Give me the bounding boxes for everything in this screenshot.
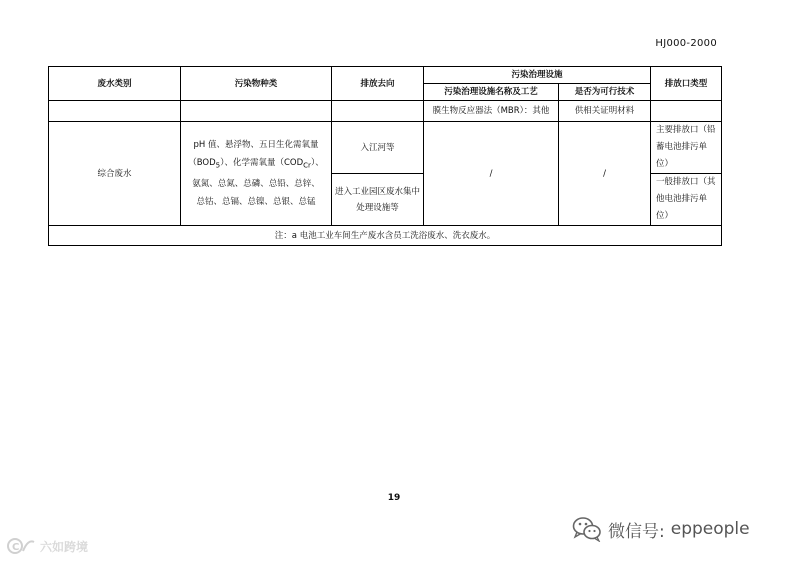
- cell-empty: [181, 101, 332, 122]
- page-number: 19: [387, 493, 401, 503]
- cell-empty: [651, 101, 722, 122]
- cod-subscript: Cr: [303, 160, 311, 170]
- col-header-category: 废水类别: [49, 67, 181, 101]
- table-row-wastewater: [49, 122, 722, 174]
- cell-outlet-general: 一般排放口（其他电池排污单位）: [651, 174, 722, 226]
- cell-feasible: 供相关证明材料: [559, 101, 651, 122]
- cell-facility-name: 膜生物反应器法（MBR）：其他: [424, 101, 559, 122]
- brand-watermark: [6, 535, 88, 557]
- continuation-row: [49, 101, 722, 122]
- col-header-destination: 排放去向: [332, 67, 424, 101]
- note-row: [49, 226, 722, 246]
- pollutants-cod-close: ）、: [310, 158, 324, 169]
- pollutants-line-1: pH 值、悬浮物、五日生化需氧量: [193, 140, 319, 151]
- col-header-facility-name: 污染治理设施名称及工艺: [424, 84, 559, 101]
- brand-logo-icon: [6, 536, 36, 556]
- pollutants-bod: （BOD: [188, 158, 216, 169]
- bod-subscript: 5: [215, 160, 221, 170]
- cell-pollutants: [181, 122, 332, 226]
- document-code: HJ000-2000: [655, 38, 717, 49]
- standards-table: [48, 66, 722, 246]
- cell-destination-park: 进入工业园区废水集中处理设施等: [332, 174, 424, 226]
- pollutants-cod: ）、化学需氧量（COD: [220, 158, 304, 169]
- svg-text:C: C: [12, 542, 20, 553]
- col-header-facility-group: 污染治理设施: [424, 67, 651, 84]
- cell-empty: [49, 101, 181, 122]
- cell-outlet-main: 主要排放口（铅蓄电池排污单位）: [651, 122, 722, 174]
- table-note: 注：a 电池工业车间生产废水含员工洗浴废水、洗衣废水。: [49, 226, 722, 246]
- cell-destination-river: 入江河等: [332, 122, 424, 174]
- pollutants-line-3: 氨氮、总氮、总磷、总铅、总锌、: [192, 178, 320, 189]
- header-row-1: [49, 67, 722, 84]
- col-header-feasible: 是否为可行技术: [559, 84, 651, 101]
- cell-feasible: /: [559, 122, 651, 226]
- wechat-icon: [572, 516, 602, 542]
- wechat-prefix: 微信号:: [608, 521, 665, 542]
- cell-category: 综合废水: [49, 122, 181, 226]
- cell-empty: [332, 101, 424, 122]
- pollutants-line-4: 总钴、总镉、总镍、总银、总锰: [196, 196, 316, 207]
- wechat-watermark: [572, 515, 750, 543]
- col-header-outlet-type: 排放口类型: [651, 67, 722, 101]
- cell-facility-name: /: [424, 122, 559, 226]
- brand-name: 六如跨境: [40, 539, 89, 554]
- col-header-pollutants: 污染物种类: [181, 67, 332, 101]
- wechat-id: eppeople: [670, 519, 750, 539]
